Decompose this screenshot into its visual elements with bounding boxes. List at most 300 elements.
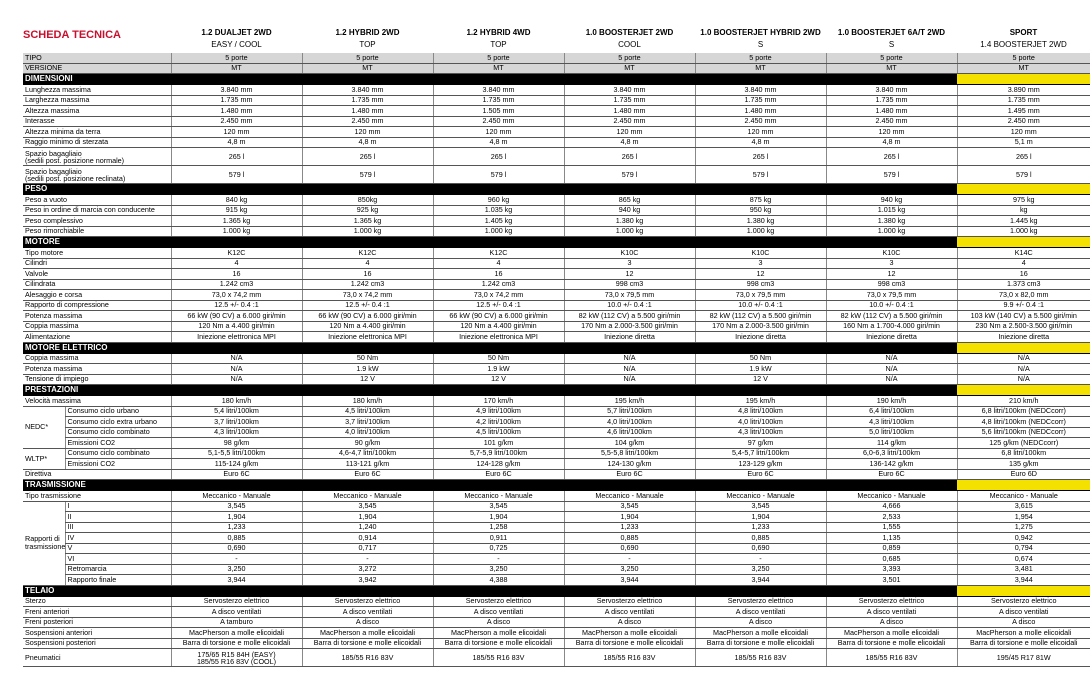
spec-value: 6,8 litri/100km (NEDCcorr) <box>957 406 1090 417</box>
row-label: Rapporto di compressione <box>23 300 171 311</box>
spec-value: 185/55 R16 83V <box>695 649 826 667</box>
spec-value: Barra di torsione e molle elicoidali <box>433 638 564 649</box>
spec-row <box>23 137 1090 148</box>
spec-value: Meccanico - Manuale <box>302 491 433 502</box>
row-label: Sterzo <box>23 596 171 607</box>
spec-value: 5,7 litri/100km <box>564 406 695 417</box>
spec-value: 579 l <box>564 166 695 184</box>
spec-value: 4,8 m <box>433 137 564 148</box>
spec-value: 940 kg <box>826 195 957 206</box>
spec-value: 135 g/km <box>957 459 1090 470</box>
spec-value: K10C <box>564 248 695 259</box>
spec-value: 1.9 kW <box>302 364 433 375</box>
spec-value: Barra di torsione e molle elicoidali <box>957 638 1090 649</box>
row-label: Altezza minima da terra <box>23 127 171 138</box>
spec-value: N/A <box>826 353 957 364</box>
spec-value: 1.000 kg <box>302 226 433 237</box>
spec-value: Euro 6C <box>695 469 826 480</box>
spec-value: 6,0-6,3 litri/100km <box>826 448 957 459</box>
spec-value: A disco <box>826 617 957 628</box>
row-label: Tensione di impiego <box>23 374 171 385</box>
spec-row <box>23 396 1090 407</box>
spec-value: 101 g/km <box>433 438 564 449</box>
row-label: I <box>65 501 171 512</box>
spec-value: MT <box>564 63 695 74</box>
spec-value: 1.9 kW <box>433 364 564 375</box>
spec-value: 4,9 litri/100km <box>433 406 564 417</box>
row-label: Cilindri <box>23 258 171 269</box>
spec-value: 170 Nm a 2.000-3.500 giri/min <box>695 321 826 332</box>
spec-value: 265 l <box>171 148 302 166</box>
row-label: Tipo motore <box>23 248 171 259</box>
spec-value: 5,7-5,9 litri/100km <box>433 448 564 459</box>
spec-value: MacPherson a molle elicoidali <box>171 628 302 639</box>
spec-value: 1.735 mm <box>433 95 564 106</box>
row-label: Larghezza massima <box>23 95 171 106</box>
spec-row <box>23 364 1090 375</box>
spec-value: MacPherson a molle elicoidali <box>302 628 433 639</box>
spec-value: 915 kg <box>171 205 302 216</box>
column-header <box>826 27 957 53</box>
spec-value: 5,4 litri/100km <box>171 406 302 417</box>
row-label: Velocità massima <box>23 396 171 407</box>
spec-value: 998 cm3 <box>564 279 695 290</box>
row-label: Altezza massima <box>23 106 171 117</box>
spec-value: 1,135 <box>826 533 957 544</box>
row-label: TIPO <box>23 53 171 63</box>
spec-row <box>23 501 1090 512</box>
spec-value: 73,0 x 79,5 mm <box>826 290 957 301</box>
row-label: Lunghezza massima <box>23 85 171 96</box>
spec-value: 5 porte <box>433 53 564 63</box>
spec-value: Meccanico - Manuale <box>957 491 1090 502</box>
sport-highlight <box>957 342 1090 353</box>
row-label: Tipo trasmissione <box>23 491 171 502</box>
spec-value: A disco <box>433 617 564 628</box>
spec-value: 1.000 kg <box>564 226 695 237</box>
spec-row <box>23 106 1090 117</box>
row-label: Interasse <box>23 116 171 127</box>
column-model: 1.0 BOOSTERJET 2WD <box>585 28 674 37</box>
spec-row <box>23 522 1090 533</box>
spec-row <box>23 374 1090 385</box>
spec-row <box>23 543 1090 554</box>
spec-value: 1.495 mm <box>957 106 1090 117</box>
spec-value: 2.450 mm <box>564 116 695 127</box>
spec-value: 579 l <box>826 166 957 184</box>
spec-value: 16 <box>171 269 302 280</box>
spec-value: 265 l <box>826 148 957 166</box>
spec-value: 73,0 x 74,2 mm <box>433 290 564 301</box>
spec-value: Meccanico - Manuale <box>695 491 826 502</box>
spec-value: 185/55 R16 83V <box>564 649 695 667</box>
spec-value: 1.480 mm <box>695 106 826 117</box>
spec-value: 1.735 mm <box>957 95 1090 106</box>
spec-value: 4,0 litri/100km <box>695 417 826 428</box>
spec-value: 185/55 R16 83V <box>433 649 564 667</box>
spec-value: 4,388 <box>433 575 564 586</box>
spec-value: Barra di torsione e molle elicoidali <box>826 638 957 649</box>
spec-value: 1.000 kg <box>171 226 302 237</box>
column-header <box>695 27 826 53</box>
column-header <box>302 27 433 53</box>
spec-value: 4,8 litri/100km <box>695 406 826 417</box>
spec-value: 2.450 mm <box>302 116 433 127</box>
spec-value: 1.480 mm <box>302 106 433 117</box>
spec-value: 66 kW (90 CV) a 6.000 giri/min <box>171 311 302 322</box>
spec-value: 66 kW (90 CV) a 6.000 giri/min <box>302 311 433 322</box>
spec-value: 114 g/km <box>826 438 957 449</box>
spec-value: 4,8 m <box>302 137 433 148</box>
spec-value: 4,0 litri/100km <box>564 417 695 428</box>
spec-value: 10.0 +/- 0.4 :1 <box>826 300 957 311</box>
spec-value: 1,233 <box>695 522 826 533</box>
spec-row <box>23 226 1090 237</box>
spec-value: 579 l <box>302 166 433 184</box>
spec-value: 3,944 <box>957 575 1090 586</box>
row-label: VERSIONE <box>23 63 171 74</box>
spec-value: 4,3 litri/100km <box>695 427 826 438</box>
column-model: SPORT <box>1009 28 1038 37</box>
spec-value: Meccanico - Manuale <box>826 491 957 502</box>
spec-value: 579 l <box>957 166 1090 184</box>
spec-value: 265 l <box>564 148 695 166</box>
column-model: 1.0 BOOSTERJET HYBRID 2WD <box>700 28 821 37</box>
spec-value: 73,0 x 79,5 mm <box>564 290 695 301</box>
spec-value: 3.840 mm <box>695 85 826 96</box>
spec-row <box>23 300 1090 311</box>
spec-value: 5 porte <box>564 53 695 63</box>
spec-value: 975 kg <box>957 195 1090 206</box>
spec-value: 170 km/h <box>433 396 564 407</box>
spec-value: 120 Nm a 4.400 giri/min <box>302 321 433 332</box>
spec-value: A disco <box>302 617 433 628</box>
sport-highlight <box>957 184 1090 195</box>
spec-value: 4,5 litri/100km <box>433 427 564 438</box>
row-label: Spazio bagagliaio (sedili post. posizione reclinata) <box>23 166 171 184</box>
spec-value: 1,240 <box>302 522 433 533</box>
row-label: Consumo ciclo urbano <box>65 406 171 417</box>
spec-value: K14C <box>957 248 1090 259</box>
spec-value: 579 l <box>433 166 564 184</box>
spec-row <box>23 290 1090 301</box>
spec-value: Euro 6C <box>171 469 302 480</box>
row-label: III <box>65 522 171 533</box>
spec-value: 1,275 <box>957 522 1090 533</box>
spec-value: Servosterzo elettrico <box>957 596 1090 607</box>
spec-value: 925 kg <box>302 205 433 216</box>
spec-value: A disco ventilati <box>695 607 826 618</box>
spec-value: 115-124 g/km <box>171 459 302 470</box>
row-label: II <box>65 512 171 523</box>
spec-value: 4,666 <box>826 501 957 512</box>
spec-value: 3,545 <box>564 501 695 512</box>
spec-row <box>23 205 1090 216</box>
column-model: 1.2 HYBRID 2WD <box>335 28 400 37</box>
spec-value: K12C <box>302 248 433 259</box>
spec-value: Servosterzo elettrico <box>433 596 564 607</box>
spec-value: 960 kg <box>433 195 564 206</box>
spec-value: 875 kg <box>695 195 826 206</box>
spec-value: 12.5 +/- 0.4 :1 <box>433 300 564 311</box>
spec-value: N/A <box>171 364 302 375</box>
spec-value: MT <box>695 63 826 74</box>
spec-value: 1.480 mm <box>826 106 957 117</box>
column-model: 1.0 BOOSTERJET 6A/T 2WD <box>837 28 946 37</box>
spec-value: 2.450 mm <box>171 116 302 127</box>
spec-value: 3,615 <box>957 501 1090 512</box>
spec-value: 3,545 <box>302 501 433 512</box>
spec-value: Iniezione diretta <box>695 332 826 343</box>
spec-row <box>23 195 1090 206</box>
row-label: Freni anteriori <box>23 607 171 618</box>
spec-value: 1.035 kg <box>433 205 564 216</box>
section-title: PESO <box>23 184 957 195</box>
row-label: Freni posteriori <box>23 617 171 628</box>
spec-value: 1.380 kg <box>826 216 957 227</box>
spec-value: Barra di torsione e molle elicoidali <box>302 638 433 649</box>
section-title: DIMENSIONI <box>23 74 957 85</box>
spec-value: 16 <box>302 269 433 280</box>
row-label: Peso a vuoto <box>23 195 171 206</box>
row-label: Rapporto finale <box>65 575 171 586</box>
spec-value: 2.450 mm <box>957 116 1090 127</box>
spec-value: 2.450 mm <box>695 116 826 127</box>
spec-value: Euro 6C <box>826 469 957 480</box>
spec-value: 175/65 R15 84H (EASY) 185/55 R16 83V (COOL) <box>171 649 302 667</box>
spec-value: Euro 6C <box>433 469 564 480</box>
spec-row <box>23 321 1090 332</box>
spec-value: 0,859 <box>826 543 957 554</box>
spec-value: 12.5 +/- 0.4 :1 <box>302 300 433 311</box>
spec-value: 50 Nm <box>695 353 826 364</box>
row-label: Coppia massima <box>23 353 171 364</box>
spec-value: 90 g/km <box>302 438 433 449</box>
column-header <box>564 27 695 53</box>
column-trim: 1.4 BOOSTERJET 2WD <box>980 40 1067 49</box>
page-title: SCHEDA TECNICA <box>23 29 121 41</box>
spec-value: 4,8 m <box>171 137 302 148</box>
spec-value: MT <box>826 63 957 74</box>
spec-value: A disco <box>957 617 1090 628</box>
spec-value: 940 kg <box>564 205 695 216</box>
spec-value: 73,0 x 79,5 mm <box>695 290 826 301</box>
spec-sheet <box>23 27 1090 667</box>
spec-row <box>23 607 1090 618</box>
spec-value: 1.373 cm3 <box>957 279 1090 290</box>
spec-value: MT <box>302 63 433 74</box>
spec-value: 3.840 mm <box>564 85 695 96</box>
spec-value: 82 kW (112 CV) a 5.500 giri/min <box>564 311 695 322</box>
spec-value: 4 <box>302 258 433 269</box>
spec-value: 3,7 litri/100km <box>171 417 302 428</box>
spec-value: 1,555 <box>826 522 957 533</box>
section-title: TELAIO <box>23 585 957 596</box>
spec-value: 120 Nm a 4.400 giri/min <box>171 321 302 332</box>
spec-row <box>23 512 1090 523</box>
spec-value: 3,481 <box>957 564 1090 575</box>
spec-value: 120 mm <box>957 127 1090 138</box>
spec-value: K10C <box>826 248 957 259</box>
spec-row <box>23 406 1090 417</box>
spec-value: 1,258 <box>433 522 564 533</box>
spec-value: 16 <box>957 269 1090 280</box>
column-trim: EASY / COOL <box>211 40 262 49</box>
spec-value: 3,944 <box>695 575 826 586</box>
spec-value: A tamburo <box>171 617 302 628</box>
spec-value: 98 g/km <box>171 438 302 449</box>
spec-value: 0,674 <box>957 554 1090 565</box>
spec-value: 0,911 <box>433 533 564 544</box>
column-header <box>171 27 302 53</box>
spec-value: 1.380 kg <box>695 216 826 227</box>
spec-value: 120 mm <box>171 127 302 138</box>
group-label: Rapporti di trasmissione <box>23 501 65 585</box>
spec-row <box>23 148 1090 166</box>
spec-value: 3.890 mm <box>957 85 1090 96</box>
spec-value: 230 Nm a 2.500-3.500 giri/min <box>957 321 1090 332</box>
row-label: Peso complessivo <box>23 216 171 227</box>
spec-value: 579 l <box>695 166 826 184</box>
spec-row <box>23 116 1090 127</box>
spec-value: Barra di torsione e molle elicoidali <box>171 638 302 649</box>
spec-value: 3.840 mm <box>826 85 957 96</box>
spec-value: 124-130 g/km <box>564 459 695 470</box>
spec-value: 73,0 x 74,2 mm <box>171 290 302 301</box>
spec-value: 9.9 +/- 0.4 :1 <box>957 300 1090 311</box>
sport-highlight <box>957 385 1090 396</box>
spec-value: 4,5 litri/100km <box>302 406 433 417</box>
spec-row <box>23 85 1090 96</box>
column-trim: COOL <box>618 40 641 49</box>
spec-value: 4,3 litri/100km <box>171 427 302 438</box>
sport-highlight <box>957 480 1090 491</box>
spec-value: 12 <box>564 269 695 280</box>
spec-value: 1.000 kg <box>826 226 957 237</box>
row-label: VI <box>65 554 171 565</box>
spec-value: 190 km/h <box>826 396 957 407</box>
column-header <box>957 27 1090 53</box>
spec-value: 210 km/h <box>957 396 1090 407</box>
spec-value: 1.242 cm3 <box>171 279 302 290</box>
spec-value: Euro 6D <box>957 469 1090 480</box>
spec-row <box>23 258 1090 269</box>
spec-value: 1.735 mm <box>695 95 826 106</box>
row-label: Peso in ordine di marcia con conducente <box>23 205 171 216</box>
row-label: Potenza massima <box>23 311 171 322</box>
spec-value: MT <box>957 63 1090 74</box>
spec-value: Euro 6C <box>564 469 695 480</box>
spec-value: 1.9 kW <box>695 364 826 375</box>
spec-value: 1,904 <box>433 512 564 523</box>
spec-row <box>23 63 1090 74</box>
spec-value: 123-129 g/km <box>695 459 826 470</box>
spec-value: 1.365 kg <box>171 216 302 227</box>
spec-value: 120 mm <box>826 127 957 138</box>
spec-value: 0,885 <box>171 533 302 544</box>
spec-value: 12 V <box>302 374 433 385</box>
spec-value: MacPherson a molle elicoidali <box>433 628 564 639</box>
spec-row <box>23 469 1090 480</box>
spec-value: MT <box>171 63 302 74</box>
row-label: Sospensioni anteriori <box>23 628 171 639</box>
row-label: Emissioni CO2 <box>65 438 171 449</box>
spec-value: A disco ventilati <box>302 607 433 618</box>
spec-value: 2.450 mm <box>826 116 957 127</box>
spec-value: 5 porte <box>826 53 957 63</box>
spec-row <box>23 53 1090 63</box>
spec-value: 120 mm <box>433 127 564 138</box>
spec-value: 5 porte <box>695 53 826 63</box>
spec-value: Iniezione elettronica MPI <box>302 332 433 343</box>
spec-row <box>23 427 1090 438</box>
spec-value: 1.405 kg <box>433 216 564 227</box>
section-header <box>23 74 1090 85</box>
spec-value: 0,725 <box>433 543 564 554</box>
spec-row <box>23 279 1090 290</box>
spec-value: 3,250 <box>564 564 695 575</box>
column-trim: S <box>757 40 764 49</box>
spec-value: 3,501 <box>826 575 957 586</box>
section-header <box>23 385 1090 396</box>
spec-value: 103 kW (140 CV) a 5.500 giri/min <box>957 311 1090 322</box>
spec-value: 3,250 <box>433 564 564 575</box>
spec-value: 185/55 R16 83V <box>826 649 957 667</box>
spec-value: 3,545 <box>695 501 826 512</box>
spec-value: N/A <box>957 374 1090 385</box>
spec-value: 265 l <box>433 148 564 166</box>
spec-value: A disco ventilati <box>564 607 695 618</box>
spec-row <box>23 575 1090 586</box>
spec-value: 850kg <box>302 195 433 206</box>
spec-value: 3,944 <box>171 575 302 586</box>
spec-value: 5,5-5,8 litri/100km <box>564 448 695 459</box>
sport-highlight <box>957 74 1090 85</box>
column-model: 1.2 DUALJET 2WD <box>201 28 272 37</box>
section-header <box>23 342 1090 353</box>
spec-value: 5 porte <box>171 53 302 63</box>
spec-value: 1.480 mm <box>564 106 695 117</box>
spec-value: 180 km/h <box>171 396 302 407</box>
spec-value: 4,8 m <box>564 137 695 148</box>
spec-value: 73,0 x 74,2 mm <box>302 290 433 301</box>
spec-value: 1,904 <box>302 512 433 523</box>
spec-value: 120 mm <box>695 127 826 138</box>
spec-value: Servosterzo elettrico <box>171 596 302 607</box>
spec-value: - <box>302 554 433 565</box>
spec-value: 195 km/h <box>564 396 695 407</box>
spec-value: 2,533 <box>826 512 957 523</box>
spec-value: K10C <box>695 248 826 259</box>
spec-value: MacPherson a molle elicoidali <box>826 628 957 639</box>
spec-value: 1.735 mm <box>302 95 433 106</box>
spec-value: 3 <box>564 258 695 269</box>
sport-highlight <box>957 585 1090 596</box>
spec-value: 3 <box>826 258 957 269</box>
spec-value: Servosterzo elettrico <box>826 596 957 607</box>
spec-value: 82 kW (112 CV) a 5.500 giri/min <box>695 311 826 322</box>
spec-value: 50 Nm <box>302 353 433 364</box>
column-trim: TOP <box>359 40 376 49</box>
spec-value: 1.242 cm3 <box>302 279 433 290</box>
spec-value: 0,690 <box>564 543 695 554</box>
row-label: Sospensioni posteriori <box>23 638 171 649</box>
spec-value: 265 l <box>302 148 433 166</box>
spec-value: 3,545 <box>171 501 302 512</box>
spec-value: 12 V <box>695 374 826 385</box>
spec-value: 1,954 <box>957 512 1090 523</box>
spec-value: 265 l <box>957 148 1090 166</box>
